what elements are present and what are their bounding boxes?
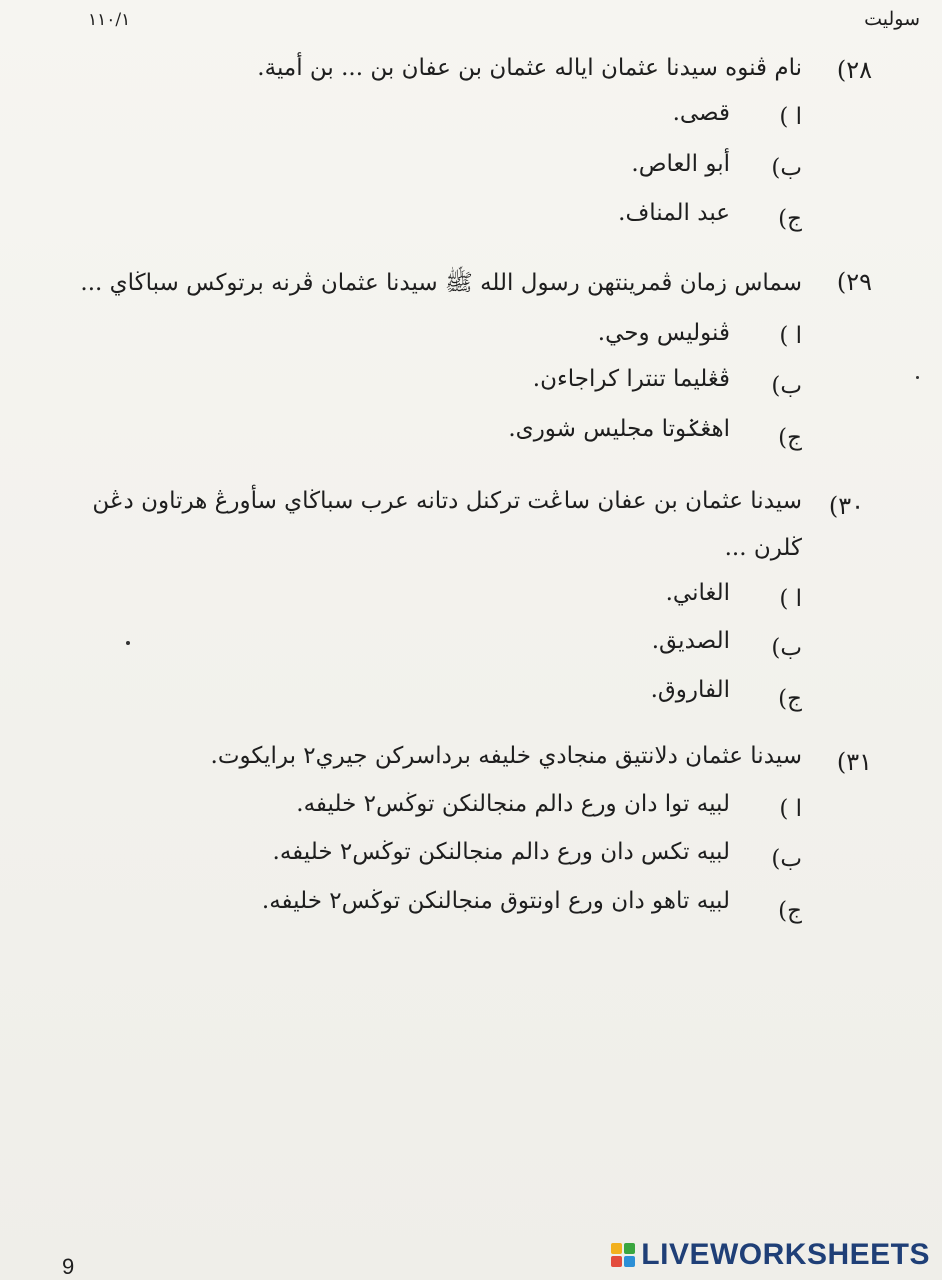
- question-29-option-a-text[interactable]: ڤنوليس وحي.: [597, 320, 730, 346]
- question-28-option-a-letter[interactable]: ا ): [779, 104, 802, 130]
- question-31-number: ٣١): [836, 748, 872, 776]
- question-31-option-a-letter[interactable]: ا ): [779, 796, 802, 822]
- question-28-option-a-text[interactable]: قصى.: [672, 100, 730, 126]
- question-28-option-b-letter[interactable]: ب): [771, 155, 802, 181]
- question-29-option-a-letter[interactable]: ا ): [779, 323, 802, 349]
- liveworksheets-brand[interactable]: [611, 1238, 930, 1272]
- question-29-option-b-text[interactable]: ڤڠليما تنترا كراجاءن.: [532, 366, 730, 392]
- liveworksheets-logo-icon: [611, 1243, 635, 1267]
- scan-speck: [126, 641, 130, 645]
- question-30-option-c-text[interactable]: الفاروق.: [650, 677, 730, 703]
- scan-speck: [916, 376, 919, 379]
- question-28-option-b-text[interactable]: أبو العاص.: [631, 151, 730, 177]
- question-30-option-a-letter[interactable]: ا ): [779, 586, 802, 612]
- question-31-option-a-text[interactable]: لبيه توا دان ورع دالم منجالنكن توڬس٢ خليفه.: [296, 791, 730, 817]
- question-31-option-b-text[interactable]: لبيه تكس دان ورع دالم منجالنكن توڬس٢ خليفه.: [272, 839, 730, 865]
- question-28-text: نام ڤنوه سيدنا عثمان اياله عثمان بن عفان بن ... بن أمية.: [257, 55, 802, 81]
- question-29-option-b-letter[interactable]: ب): [771, 373, 802, 399]
- question-31-option-b-letter[interactable]: ب): [771, 846, 802, 872]
- question-31-text: سيدنا عثمان دلانتيق منجادي خليفه برداسركن جيري٢ برايكوت.: [210, 743, 802, 769]
- liveworksheets-brand-text: LIVEWORKSHEETS: [641, 1238, 930, 1271]
- question-29-number: ٢٩): [836, 268, 872, 296]
- page-number: 9: [62, 1254, 75, 1279]
- question-30-option-b-letter[interactable]: ب): [771, 635, 802, 661]
- header-subject-label: سوليت: [864, 8, 920, 30]
- question-28-option-c-letter[interactable]: ج): [778, 206, 802, 232]
- question-30-text: سيدنا عثمان بن عفان ساڠت تركنل دتانه عرب سباڬاي سأورڠ هرتاون دڠن: [92, 488, 802, 514]
- question-30-option-c-letter[interactable]: ج): [778, 686, 802, 712]
- question-30-option-b-text[interactable]: الصديق.: [651, 628, 730, 654]
- question-28-option-c-text[interactable]: عبد المناف.: [618, 200, 730, 226]
- question-30-number: ٣٠): [828, 492, 864, 520]
- question-29-option-c-text[interactable]: اهڠݢوتا مجليس شورى.: [508, 416, 730, 442]
- question-30-option-a-text[interactable]: الغاني.: [665, 580, 730, 606]
- header-page-code: ١١٠/١: [88, 10, 131, 30]
- question-29-text: سماس زمان ڤمرينتهن رسول الله ﷺ سيدنا عثمان ڤرنه برتوكس سباڬاي ...: [80, 270, 802, 296]
- question-28-number: ٢٨): [836, 56, 872, 84]
- question-29-option-c-letter[interactable]: ج): [778, 425, 802, 451]
- question-31-option-c-letter[interactable]: ج): [778, 898, 802, 924]
- question-30-text-continued: ڬلرن ...: [724, 535, 802, 561]
- question-31-option-c-text[interactable]: لبيه تاهو دان ورع اونتوق منجالنكن توڬس٢ خليفه.: [261, 888, 730, 914]
